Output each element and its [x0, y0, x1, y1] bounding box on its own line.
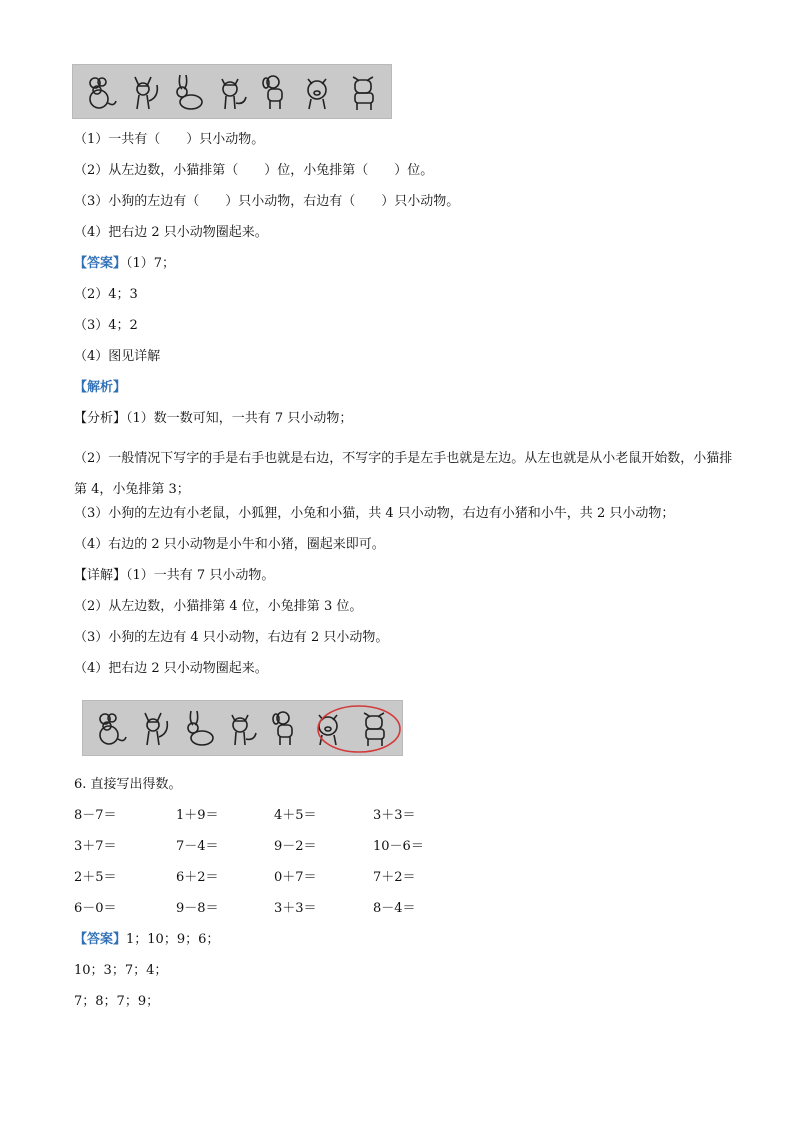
dog-icon: [268, 707, 304, 749]
xiangjie-line-2: （2）从左边数，小猫排第 4 位，小兔排第 3 位。: [74, 599, 363, 614]
fenxi-tag: 【分析】: [74, 411, 127, 426]
fenxi-line-2: （2）一般情况下写字的手是右手也就是右边，不写字的手是左手也就是左边。从左也就是从小老鼠开始数，小猫排第 4，小兔排第 3；: [74, 451, 733, 497]
animals-photo-top: [72, 64, 392, 119]
calc-item: 6－0＝: [74, 901, 117, 916]
calc-item: 8－7＝: [74, 808, 117, 823]
calc-item: 8－4＝: [373, 901, 416, 916]
calc-item: 7－4＝: [176, 839, 219, 854]
xiangjie-tag: 【详解】: [74, 568, 127, 583]
calc-item: 3＋3＝: [274, 901, 317, 916]
fenxi-text-1: （1）数一数可知，一共有 7 只小动物；: [126, 411, 353, 426]
calc-item: 9－8＝: [176, 901, 219, 916]
calc-item: 4＋5＝: [274, 808, 317, 823]
q5-answer-line-3: （3）4；2: [74, 318, 138, 333]
q5-line-1: （1）一共有（ ）只小动物。: [74, 132, 265, 147]
fenxi-line-3: （3）小狗的左边有小老鼠，小狐狸，小兔和小猫，共 4 只小动物，右边有小猪和小牛，共 2 只小动物；: [74, 506, 675, 521]
q5-answer-line-4: （4）图见详解: [74, 349, 161, 364]
fenxi-line-4: （4）右边的 2 只小动物是小牛和小猪，圈起来即可。: [74, 537, 385, 552]
answer-text: （1）7；: [126, 256, 176, 271]
calc-item: 6＋2＝: [176, 870, 219, 885]
xiangjie-line-1: [74, 568, 274, 584]
answer-text: 1；10；9；6；: [126, 932, 220, 947]
mouse-icon: [93, 707, 129, 749]
xiangjie-text-1: （1）一共有 7 只小动物。: [126, 568, 275, 583]
xiangjie-line-4: （4）把右边 2 只小动物圈起来。: [74, 661, 268, 676]
q6-answer-line-2: 10；3；7；4；: [74, 963, 168, 978]
calc-item: 2＋5＝: [74, 870, 117, 885]
calc-item: 0＋7＝: [274, 870, 317, 885]
fox-icon: [137, 707, 173, 749]
q5-line-3: （3）小狗的左边有（ ）只小动物，右边有（ ）只小动物。: [74, 194, 460, 209]
q5-line-2: （2）从左边数，小猫排第（ ）位，小兔排第（ ）位。: [74, 163, 434, 178]
calc-item: 10－6＝: [373, 839, 424, 854]
cat-icon: [214, 71, 250, 113]
fenxi-line-1: [74, 411, 352, 427]
cow-icon: [345, 71, 381, 113]
dog-icon: [258, 71, 294, 113]
q5-line-4: （4）把右边 2 只小动物圈起来。: [74, 225, 268, 240]
calc-item: 1＋9＝: [176, 808, 219, 823]
q6-title: 6. 直接写出得数。: [74, 777, 182, 792]
rabbit-icon: [181, 707, 217, 749]
q6-answer-line-3: 7；8；7；9；: [74, 994, 160, 1009]
calc-item: 9－2＝: [274, 839, 317, 854]
calc-item: 7＋2＝: [373, 870, 416, 885]
rabbit-icon: [170, 71, 206, 113]
pig-icon: [301, 71, 337, 113]
calc-item: 3＋3＝: [373, 808, 416, 823]
xiangjie-line-3: （3）小狗的左边有 4 只小动物，右边有 2 只小动物。: [74, 630, 389, 645]
jiexi-tag: 【解析】: [74, 380, 127, 395]
answer-circle: [315, 703, 403, 755]
answer-tag: 【答案】: [74, 932, 127, 947]
cat-icon: [224, 707, 260, 749]
fox-icon: [127, 71, 163, 113]
mouse-icon: [83, 71, 119, 113]
answer-tag: 【答案】: [74, 256, 127, 271]
q5-answer-line-2: （2）4；3: [74, 287, 138, 302]
animals-photo-answer: [82, 700, 403, 756]
q6-answer-line-1: [74, 932, 219, 948]
q5-answer-line-1: [74, 256, 175, 272]
calc-item: 3＋7＝: [74, 839, 117, 854]
